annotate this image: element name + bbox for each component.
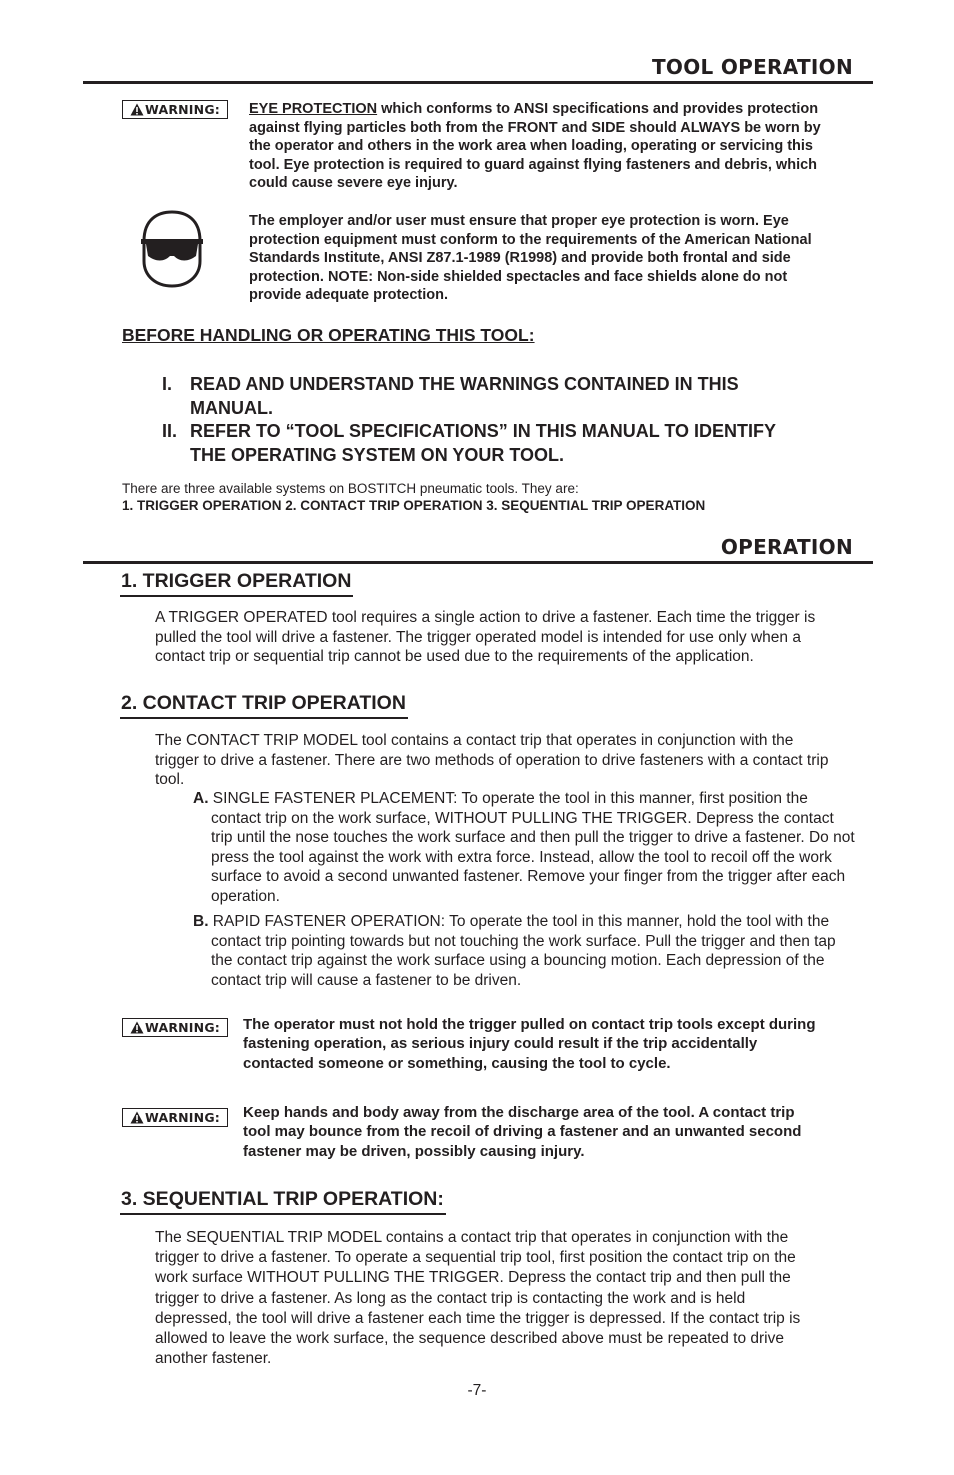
page-number: -7- [467, 1382, 487, 1399]
trigger-operation-title: 1. TRIGGER OPERATION [120, 570, 353, 597]
contact-trip-title: 2. CONTACT TRIP OPERATION [120, 692, 408, 719]
single-fastener-text: SINGLE FASTENER PLACEMENT: To operate the tool in this manner, first position the contact trip on the work surface, WITHOUT PULLING THE TRIGGER. Depress the contact trip until the nose touches the work surface and then pull the trigger to drive a fastener. Do not press the tool against the work with extra force. Instead, allow the tool to recoil off the work surface to avoid a second unwanted fastener. Remove your finger from the trigger after each operation. [208, 790, 855, 905]
item-label-b: B. [193, 913, 209, 930]
warning-triangle-icon [130, 1021, 144, 1034]
operation-heading: OPERATION [720, 535, 853, 559]
systems-intro: There are three available systems on BOSTITCH pneumatic tools. They are: [122, 481, 579, 496]
list-item [162, 373, 782, 420]
rapid-fastener-operation [193, 912, 856, 990]
warning-badge [122, 100, 228, 119]
operation-heading-bar [83, 534, 873, 564]
warning-badge [122, 1108, 228, 1127]
eye-protection-body: which conforms to ANSI specifications and provides protection against flying particles both from the FRONT and SIDE should ALWAYS be worn by the operator and others in the work area when loading, operating or servicing this tool. Eye protection is required to guard against flying fasteners and debris, which could cause severe eye injury. [249, 101, 821, 191]
employer-text: The employer and/or user must ensure that proper eye protection is worn. Eye protection equipment must conform to the requirements of the American National Standards Institute, ANSI Z87.1-1989 (R1998) and provide both frontal and side protection. NOTE: Non-side shielded spectacles and face shields alone do not provide adequate protection. [249, 213, 812, 303]
sequential-trip-text: The SEQUENTIAL TRIP MODEL contains a contact trip that operates in conjunction with the trigger to drive a fastener. To operate a sequential trip tool, first position the contact trip on the work surface WITHOUT PULLING THE TRIGGER. Depress the contact trip and then pull the trigger to drive a fastener. As long as the contact trip is contacting the work and is held depressed, the tool will drive a fastener each time the trigger is depressed. If the contact trip is allowed to leave the work surface, the sequence described above must be repeated to drive another fastener. [155, 1229, 801, 1368]
item-number: II. [162, 421, 178, 441]
warning-label: WARNING: [145, 102, 220, 117]
single-fastener-placement [193, 789, 856, 906]
warning-triangle-icon [130, 1111, 144, 1124]
warning-triangle-icon [130, 103, 144, 116]
systems-list: 1. TRIGGER OPERATION 2. CONTACT TRIP OPERATION 3. SEQUENTIAL TRIP OPERATION [122, 498, 706, 513]
sequential-trip-title: 3. SEQUENTIAL TRIP OPERATION: [120, 1188, 446, 1215]
warning-label: WARNING: [145, 1020, 220, 1035]
contact-trip-warning-2: Keep hands and body away from the discharge area of the tool. A contact trip tool may bounce from the recoil of driving a fastener and an unwanted second fastener may be driven, possibly causing injury. [243, 1104, 802, 1160]
item-text: REFER TO “TOOL SPECIFICATIONS” IN THIS MANUAL TO IDENTIFY THE OPERATING SYSTEM ON YOUR TOOL. [190, 421, 776, 465]
contact-trip-text: The CONTACT TRIP MODEL tool contains a contact trip that operates in conjunction with the trigger to drive a fastener. There are two methods of operation to drive fasteners with a contact trip tool. [155, 732, 829, 788]
tool-operation-heading-bar [83, 54, 873, 84]
item-text: READ AND UNDERSTAND THE WARNINGS CONTAINED IN THIS MANUAL. [190, 374, 739, 418]
list-item [162, 420, 782, 467]
rapid-fastener-text: RAPID FASTENER OPERATION: To operate the tool in this manner, hold the tool with the contact trip pointing towards but not touching the work surface. Pull the trigger and then tap the contact trip against the work surface using a bouncing motion. Each depression of the contact trip will cause a fastener to be driven. [208, 913, 836, 989]
item-number: I. [162, 374, 173, 394]
eye-protection-lead: EYE PROTECTION [249, 101, 378, 117]
safety-goggles-icon [138, 209, 206, 289]
tool-operation-heading: TOOL OPERATION [651, 55, 853, 79]
contact-trip-warning-1: The operator must not hold the trigger pulled on contact trip tools except during fastening operation, as serious injury could result if the trip accidentally contacted someone or something, causing the tool to cycle. [243, 1016, 816, 1072]
warning-label: WARNING: [145, 1110, 220, 1125]
eye-protection-text [249, 100, 829, 193]
before-handling-title: BEFORE HANDLING OR OPERATING THIS TOOL: [122, 325, 535, 345]
trigger-operation-text: A TRIGGER OPERATED tool requires a single action to drive a fastener. Each time the trigger is pulled the tool will drive a fastener. The trigger operated model is intended for use only when a contact trip or sequential trip cannot be used due to the requirements of the application. [155, 609, 816, 665]
item-label-a: A. [193, 790, 209, 807]
before-handling-list [162, 373, 782, 467]
warning-badge [122, 1018, 228, 1037]
